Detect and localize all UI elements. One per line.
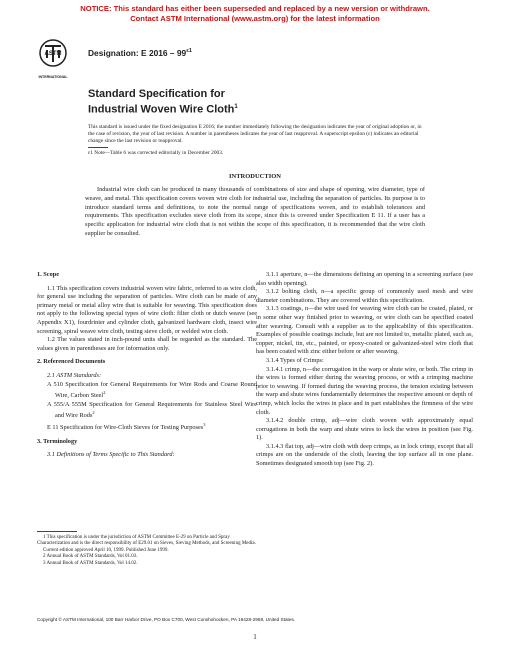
reference-a510: A 510 Specification for General Requirements for Wire Rods and Coarse Round Wire, Carbon Steel$^2$ <box>47 380 257 400</box>
footnote-1-approval: Current edition approved April 10, 1999. Published June 1999. <box>43 547 169 553</box>
reference-a555: A 555/A 555M Specification for General Requirements for Stainless Steel Wire and Wire Rods$^2$ <box>47 400 257 420</box>
introduction-text: Industrial wire cloth can be produced in many thousands of combinations of size and shape of opening, wire diameter, type of weave, and metal. This specification covers woven wire cloth for industrial use, including the separation of particles. Its purpose is to introduce standard terms and definitions, to note the normal range of specifications woven, and to establish tolerances and requirements. This specification excludes sieve cloth from its scope, since this is covered under Specification E 11. If a user has a specific application for industrial wire cloth that is not within the scope of this specification, it is recommended that the wire cloth supplier be consulted. <box>85 186 425 237</box>
footnote-1: 1 This specification is under the jurisdiction of ASTM Committee E-29 on Particle and Spray Characterization and is the direct responsibility of E29.01 on Sieves, Sieving Methods, and Screening Media. <box>37 535 256 547</box>
footnote-rule <box>37 531 77 532</box>
title-line-2: Industrial Woven Wire Cloth$^1$ <box>88 103 238 116</box>
footnote-3: 3 Annual Book of ASTM Standards, Vol 14.02. <box>43 560 138 566</box>
title-line-1: Standard Specification for <box>88 88 225 100</box>
para-3-1-4-2: 3.1.4.2 double crimp, adj—wire cloth woven with approximately equal corrugations in both the warp and shute wires to lock the wires in position (see Fig. 1). <box>256 417 473 442</box>
divider <box>88 147 108 148</box>
page-number: 1 <box>253 633 257 641</box>
issuance-statement: This standard is issued under the fixed designation E 2016; the number immediately following the designation indicates the year of original adoption or, in the case of revision, the year of last revision. A number in parentheses indicates the year of last reapproval. A superscript epsilon (ε) indicates an editorial change since the last revision or reapproval. <box>88 124 422 144</box>
para-3-1: 3.1 Definitions of Terms Specific to This Standard: <box>47 451 175 459</box>
para-3-1-4-1: 3.1.4.1 crimp, n—the corrugation in the warp or shute wire, or both. The crimp in the wires is formed either during the weaving process, or with a crimping machine prior to weaving. If formed during the weaving process, the tension existing between the warp and shute wires fundamentally determines the respective amount or depth of crimp, which locks the wires in place and in part establishes the firmness of the wire cloth. <box>256 365 473 416</box>
section-scope-heading: 1. Scope <box>37 271 60 278</box>
svg-text:ASTM: ASTM <box>44 51 62 57</box>
right-column <box>256 271 473 469</box>
introduction-heading: INTRODUCTION <box>228 173 281 180</box>
para-1-2: 1.2 The values stated in inch-pound units shall be regarded as the standard. The values given in parentheses are for information only. <box>37 336 257 352</box>
logo-label: INTERNATIONAL <box>38 75 68 79</box>
document-title <box>88 88 238 116</box>
editorial-note: ε1 Note—Table 6 was corrected editorially in December 2003. <box>88 150 224 156</box>
para-3-1-2: 3.1.2 bolting cloth, n—a specific group of commonly used mesh and wire diameter combinations. They are covered within this specification. <box>256 288 473 304</box>
section-references-heading: 2. Referenced Documents <box>37 358 106 366</box>
designation: Designation: E $2016 - 99^{\varepsilon 1}$ <box>88 48 192 58</box>
para-2-1: 2.1 ASTM Standards: <box>47 371 102 379</box>
copyright-line: Copyright © ASTM International, 100 Barr Harbor Drive, PO Box C700, West Conshohocken, PA 19428-2959, United States. <box>37 617 296 622</box>
section-terminology-heading: 3. Terminology <box>37 437 78 445</box>
para-3-1-4-3: 3.1.4.3 flat top, adj—wire cloth with deep crimps, as in lock crimp, except that all crimps are on the underside of the cloth, leaving the top surface all in one plane. Sometimes designated smooth top (see Fig. 2). <box>256 442 473 468</box>
reference-e11: E 11 Specification for Wire-Cloth Sieves for Testing Purposes$^3$ <box>47 422 206 432</box>
notice-line-2: Contact ASTM International (www.astm.org) for the latest information <box>130 13 380 23</box>
para-1-1: 1.1 This specification covers industrial woven wire fabric, referred to as wire cloth, for general use including the separation of particles. Wire cloth can be made of any primary metal or metal alloy wire that is suitable for weaving. This specification does not apply to the following special types of wire cloth: filter cloth or dutch weave (see Appendix X1), fourdrinier and cylinder cloth, galvanized hardware cloth, insect wire screening, spiral weave wire cloth, testing sieve cloth, or welded wire cloth. <box>37 284 257 335</box>
notice-line-1: NOTICE: This standard has either been superseded and replaced by a new version or withdrawn. <box>80 4 430 13</box>
para-3-1-1: 3.1.1 aperture, n—the dimensions defining an opening in a screening surface (see also width opening). <box>256 271 473 287</box>
footnotes <box>37 531 257 567</box>
footnote-2: 2 Annual Book of ASTM Standards, Vol 01.03. <box>43 554 138 560</box>
para-3-1-3: 3.1.3 coatings, n—the wire used for weaving wire cloth can be coated, plated, or in some other way finished prior to weaving, or wire cloth can be specified coated after weaving. Consult with a supplier as to the applicability of this specification. Examples of possible coatings include, but are not limited to, metallic plated, such as, copper, nickel, tin, etc., painted, or epoxy-coated or galvanized-steel wire cloth that has been coated with zinc either before or after weaving. <box>256 305 473 356</box>
withdrawal-notice <box>0 4 510 23</box>
left-column <box>37 271 257 460</box>
para-3-1-4: 3.1.4 Types of Crimps: <box>266 356 324 364</box>
astm-logo-icon <box>37 38 69 79</box>
